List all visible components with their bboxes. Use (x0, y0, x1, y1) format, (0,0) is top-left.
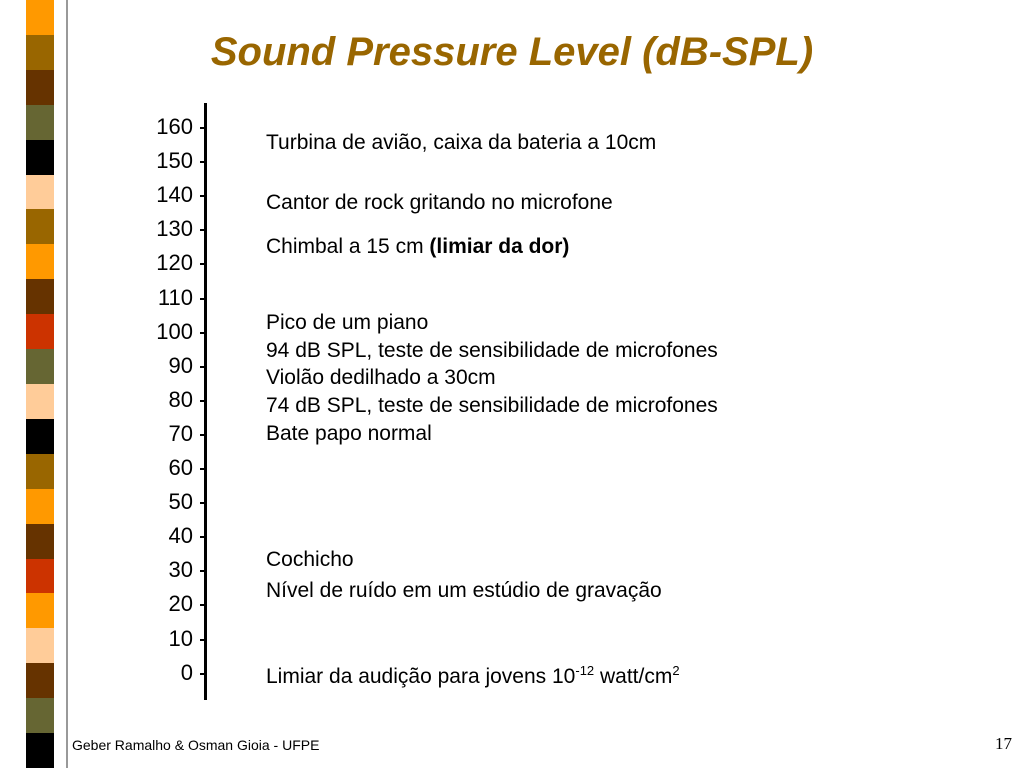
tick-label: 30 (168, 557, 193, 583)
annotation-limiar-exponent: -12 (575, 663, 595, 678)
annotation-chimbal-text: Chimbal a 15 cm (266, 235, 430, 258)
strip-block (26, 663, 54, 698)
strip-block (26, 733, 54, 768)
tick-mark (200, 536, 206, 538)
strip-block (26, 524, 54, 559)
tick-mark (200, 604, 206, 606)
annotation-limiar-unit-exponent: 2 (672, 663, 680, 678)
tick-label: 140 (156, 182, 193, 208)
tick-mark (200, 366, 206, 368)
strip-block (26, 419, 54, 454)
annotation-piano: Pico de um piano (266, 311, 429, 334)
annotation-spl94: 94 dB SPL, teste de sensibilidade de microfones (266, 339, 718, 362)
strip-block (26, 698, 54, 733)
strip-block (26, 384, 54, 419)
annotation-chimbal-bold: (limiar da dor) (429, 235, 570, 258)
tick-mark (200, 263, 206, 265)
tick-label: 150 (156, 148, 193, 174)
tick-label: 90 (168, 352, 193, 378)
strip-block (26, 70, 54, 105)
tick-label: 10 (168, 625, 193, 651)
tick-mark (200, 673, 206, 675)
tick-label: 100 (156, 318, 193, 344)
annotation-bate-papo: Bate papo normal (266, 422, 432, 445)
strip-block (26, 105, 54, 140)
tick-label: 60 (168, 455, 193, 480)
strip-block (26, 489, 54, 524)
tick-label: 40 (168, 523, 193, 549)
decorative-strip (26, 0, 54, 768)
tick-label: 50 (168, 489, 193, 515)
strip-block (26, 593, 54, 628)
annotation-cantor: Cantor de rock gritando no microfone (266, 191, 613, 214)
decorative-line (66, 0, 68, 768)
slide-title: Sound Pressure Level (dB-SPL) (210, 30, 814, 74)
strip-block (26, 628, 54, 663)
page-number: 17 (995, 734, 1012, 753)
strip-block (26, 454, 54, 489)
tick-label: 130 (156, 216, 193, 242)
tick-label: 70 (168, 420, 193, 446)
tick-label: 80 (168, 386, 193, 412)
tick-label: 20 (168, 591, 193, 617)
strip-block (26, 175, 54, 210)
strip-block (26, 140, 54, 175)
annotation-spl74: 74 dB SPL, teste de sensibilidade de microfones (266, 394, 718, 417)
annotation-violao: Violão dedilhado a 30cm (266, 366, 496, 389)
tick-mark (200, 468, 206, 470)
annotation-turbina: Turbina de avião, caixa da bateria a 10cm (266, 131, 657, 154)
strip-block (26, 559, 54, 594)
tick-mark (200, 161, 206, 163)
tick-mark (200, 434, 206, 436)
tick-mark (200, 332, 206, 334)
annotation-limiar-prefix: Limiar da audição para jovens 10 (266, 665, 576, 688)
tick-mark (200, 298, 206, 300)
footer-authors: Geber Ramalho & Osman Gioia - UFPE (72, 737, 320, 753)
tick-mark (200, 570, 206, 572)
strip-block (26, 279, 54, 314)
tick-label: 120 (156, 250, 193, 276)
tick-mark (200, 639, 206, 641)
annotation-limiar-unit: watt/cm (594, 665, 673, 688)
strip-block (26, 314, 54, 349)
strip-block (26, 209, 54, 244)
annotation-ruido: Nível de ruído em um estúdio de gravação (266, 579, 662, 602)
tick-mark (200, 502, 206, 504)
annotation-chimbal (266, 234, 569, 260)
annotation-limiar (266, 664, 680, 690)
tick-label: 0 (180, 659, 193, 685)
annotation-cochicho: Cochicho (266, 548, 354, 571)
tick-mark (200, 127, 206, 129)
tick-mark (200, 229, 206, 231)
tick-mark (200, 400, 206, 402)
strip-block (26, 244, 54, 279)
tick-mark (200, 195, 206, 197)
tick-label: 110 (157, 284, 193, 310)
tick-label: 160 (156, 114, 193, 139)
strip-block (26, 349, 54, 384)
